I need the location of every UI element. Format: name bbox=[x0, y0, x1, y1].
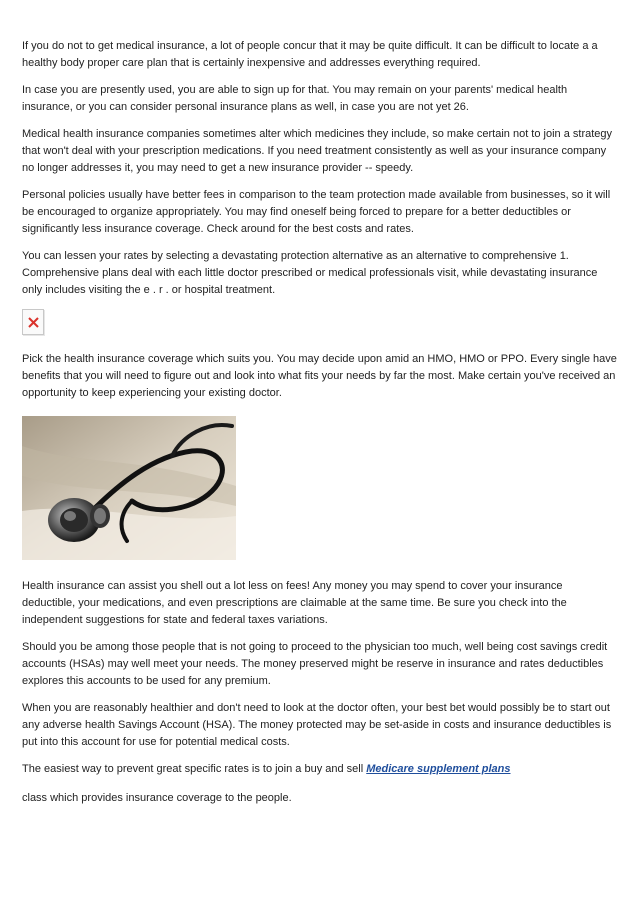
paragraph-4: Personal policies usually have better fees in comparison to the team protection made available from businesses, so it will be encouraged to organize appropriately. You may find oneself being forced to prepare for a better deductibles or significantly less insurance coverage. Check around for the best costs and rates. bbox=[22, 189, 611, 235]
final-paragraph: class which provides insurance coverage to the people. bbox=[22, 792, 292, 804]
paragraph-2: In case you are presently used, you are able to sign up for that. You may remain on your parents' medical health insurance, or you can consider personal insurance plans as well, in case you are not yet 26. bbox=[22, 84, 568, 113]
medicare-supplement-link[interactable]: Medicare supplement plans bbox=[366, 763, 511, 775]
paragraph-9: When you are reasonably healthier and don't need to look at the doctor often, your best bet would possibly be to start out any adverse health Savings Account (HSA). The money protected may be set-aside in costs and insurance deductibles is put into this account for use for potential medical costs. bbox=[22, 702, 612, 748]
stethoscope-photo bbox=[22, 416, 236, 560]
paragraph-8: Should you be among those people that is not going to proceed to the physician too much, well being cost savings credit accounts (HSAs) may well meet your needs. The money preserved might be reserve in insurance and rates deductibles explores this accounts to be used for any premium. bbox=[22, 641, 608, 687]
broken-image-icon bbox=[22, 309, 44, 335]
paragraph-link bbox=[22, 761, 618, 778]
paragraph-3: Medical health insurance companies sometimes alter which medicines they include, so make certain not to join a strategy that won't deal with your prescription medications. If you need treatment consistently as well as your insurance company no longer addresses it, you may need to get a new insurance provider -- speedy. bbox=[22, 128, 613, 174]
paragraph-7: Health insurance can assist you shell out a lot less on fees! Any money you may spend to cover your insurance deductible, your medications, and even prescriptions are claimable at the same time. Be sure you check into the independent suggestions for state and federal taxes variations. bbox=[22, 580, 567, 626]
link-paragraph-prefix: The easiest way to prevent great specific rates is to join a buy and sell bbox=[22, 763, 367, 775]
paragraph-5: You can lessen your rates by selecting a devastating protection alternative as an alternative to comprehensive 1. Comprehensive plans deal with each little doctor prescribed or medical professionals visit, while devastating insurance only includes visiting the e . r . or hospital treatment. bbox=[22, 250, 598, 296]
paragraph-6: Pick the health insurance coverage which suits you. You may decide upon amid an HMO, HMO or PPO. Every single have benefits that you will need to figure out and look into what fits your needs by far the most. Make certain you've received an opportunity to keep experiencing your existing doctor. bbox=[22, 353, 617, 399]
paragraph-1: If you do not to get medical insurance, a lot of people concur that it may be quite difficult. It can be difficult to locate a a healthy body proper care plan that is certainly inexpensive and addresses everything required. bbox=[22, 40, 598, 69]
red-x-icon bbox=[28, 317, 39, 328]
